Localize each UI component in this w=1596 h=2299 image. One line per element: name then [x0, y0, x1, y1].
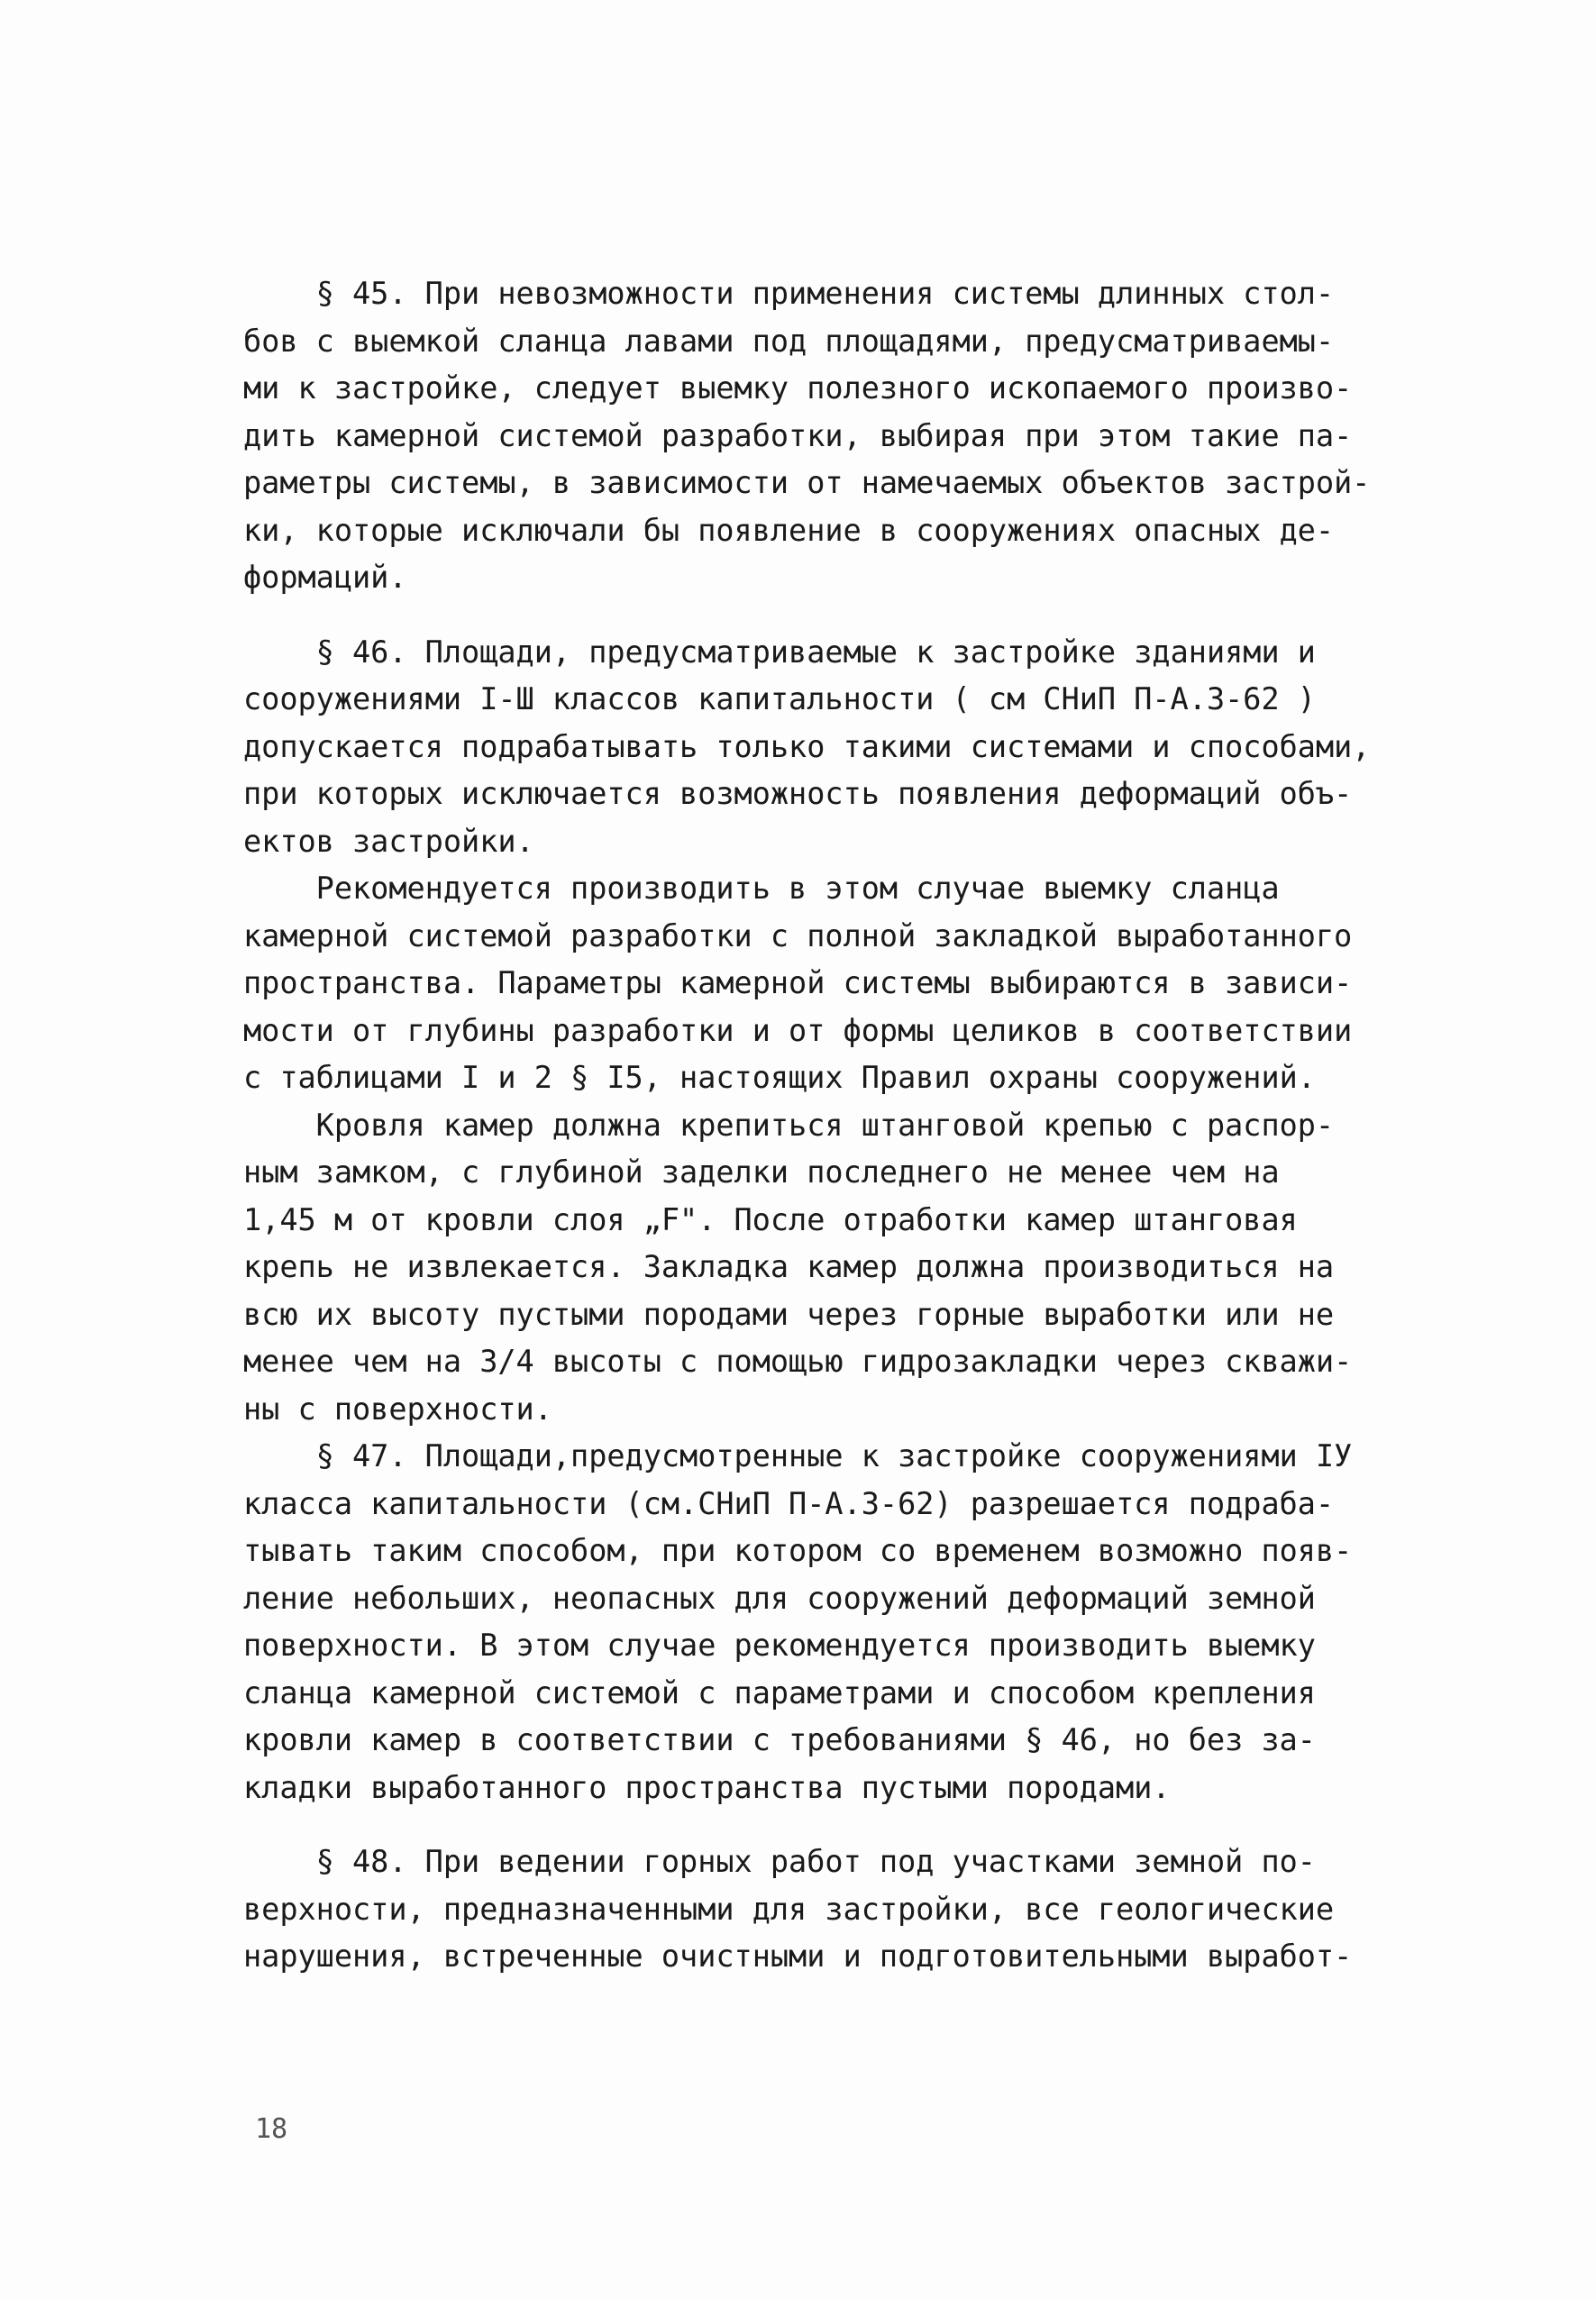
text-line: ектов застройки. — [243, 823, 534, 859]
text-line: бов с выемкой сланца лавами под площадями, предусматриваемы- — [243, 323, 1335, 359]
text-line: § 47. Площади,предусмотренные к застройке сооружениями IУ — [243, 1438, 1353, 1473]
text-line: дить камерной системой разработки, выбирая при этом такие па- — [243, 417, 1353, 453]
text-line: верхности, предназначенными для застройки, все геологические — [243, 1891, 1335, 1927]
paragraph-gap — [243, 1811, 1379, 1838]
text-line: ми к застройке, следует выемку полезного ископаемого произво- — [243, 370, 1353, 406]
text-line: поверхности. В этом случае рекомендуется производить выемку — [243, 1628, 1316, 1663]
paragraph-gap — [243, 602, 1379, 629]
text-line: Рекомендуется производить в этом случае выемку сланца — [243, 871, 1280, 906]
text-line: ны с поверхности. — [243, 1391, 552, 1427]
paragraph-46-roof-support — [243, 1102, 1379, 1434]
paragraph-46 — [243, 629, 1379, 866]
text-line: допускается подрабатывать только такими системами и способами, — [243, 728, 1371, 764]
text-line: § 46. Площади, предусматриваемые к застройке зданиями и — [243, 634, 1316, 670]
text-line: формаций. — [243, 560, 407, 595]
text-line: тывать таким способом, при котором со временем возможно появ- — [243, 1533, 1353, 1568]
text-line: крепь не извлекается. Закладка камер должна производиться на — [243, 1249, 1335, 1284]
text-line: нарушения, встреченные очистными и подготовительными выработ- — [243, 1939, 1353, 1974]
text-line: Кровля камер должна крепиться штанговой крепью с распор- — [243, 1107, 1335, 1143]
text-line: 1,45 м от кровли слоя „F". После отработки камер штанговая — [243, 1201, 1298, 1237]
text-line: раметры системы, в зависимости от намечаемых объектов застрой- — [243, 465, 1371, 500]
paragraph-46-recommendation — [243, 865, 1379, 1102]
text-line: камерной системой разработки с полной закладкой выработанного — [243, 917, 1353, 953]
text-line: сланца камерной системой с параметрами и способом крепления — [243, 1674, 1316, 1711]
paragraph-45 — [243, 270, 1379, 602]
text-line: ным замком, с глубиной заделки последнего не менее чем на — [243, 1154, 1280, 1190]
typed-text-body — [243, 270, 1379, 1981]
text-line: менее чем на 3/4 высоты с помощью гидрозакладки через скважи- — [243, 1344, 1353, 1379]
text-line: сооружениями I-Ш классов капитальности ( см СНиП П-А.3-62 ) — [243, 681, 1316, 716]
text-line: кладки выработанного пространства пустыми породами. — [243, 1769, 1171, 1805]
text-line: кровли камер в соответствии с требованиями § 46, но без за- — [243, 1722, 1316, 1757]
text-line: пространства. Параметры камерной системы выбираются в зависи- — [243, 965, 1353, 1000]
text-line: § 48. При ведении горных работ под участками земной по- — [243, 1844, 1316, 1879]
text-line: при которых исключается возможность появления деформаций объ- — [243, 776, 1353, 811]
text-line: мости от глубины разработки и от формы целиков в соответствии — [243, 1012, 1353, 1048]
text-line: ление небольших, неопасных для сооружений деформаций земной — [243, 1580, 1316, 1616]
text-line: ки, которые исключали бы появление в сооружениях опасных де- — [243, 512, 1335, 548]
paragraph-48 — [243, 1838, 1379, 1981]
paragraph-47 — [243, 1433, 1379, 1811]
text-line: всю их высоту пустыми породами через горные выработки или не — [243, 1296, 1335, 1332]
text-line: § 45. При невозможности применения системы длинных стол- — [243, 276, 1335, 311]
text-line: класса капитальности (см.СНиП П-А.3-62) разрешается подраба- — [243, 1485, 1335, 1521]
page-number: 18 — [255, 2113, 288, 2145]
text-line: с таблицами I и 2 § I5, настоящих Правил охраны сооружений. — [243, 1060, 1316, 1095]
